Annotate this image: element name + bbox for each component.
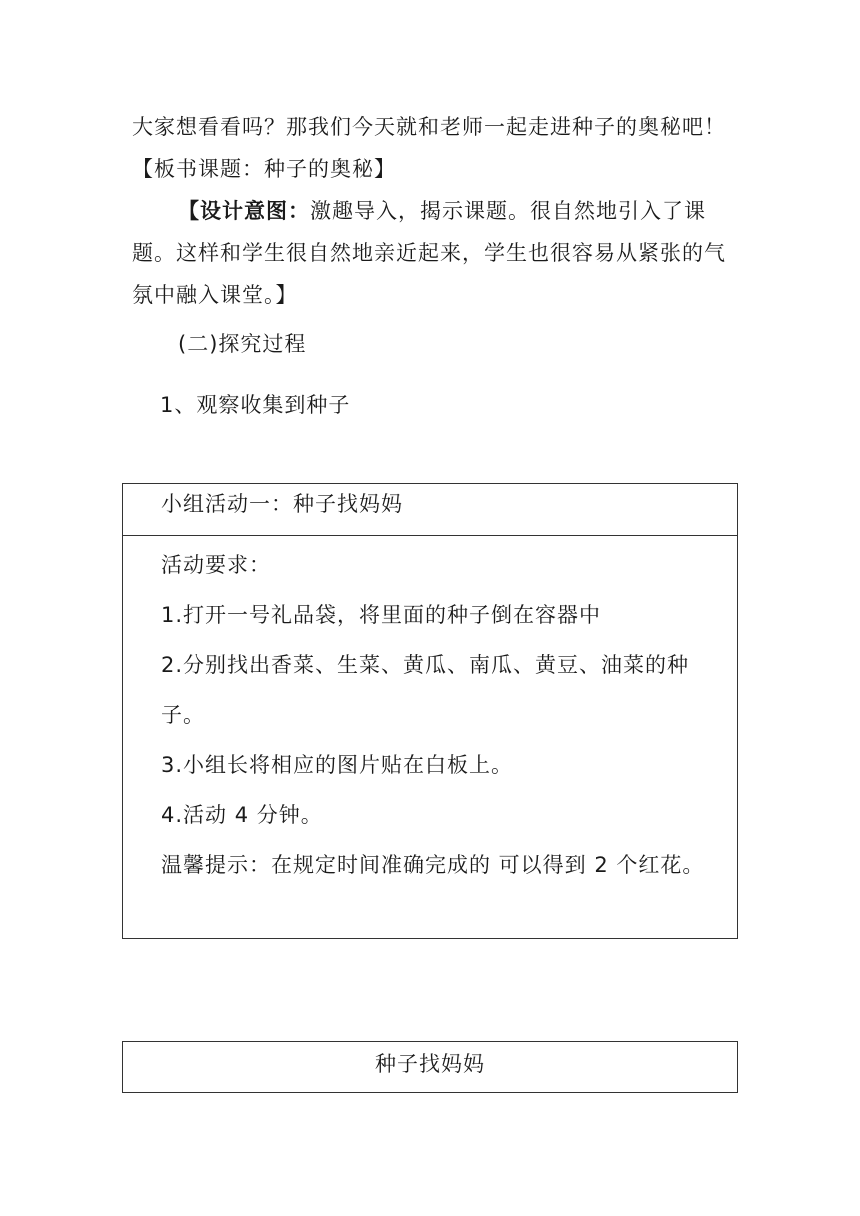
activity-line: 4.活动 4 分钟。	[161, 803, 323, 827]
subsection-heading-observe: 1、观察收集到种子	[160, 393, 351, 417]
activity-table-body	[123, 536, 721, 890]
activity-table	[122, 483, 738, 939]
seed-mother-table-header: 种子找妈妈	[122, 1041, 738, 1093]
activity-line: 1.打开一号礼品袋，将里面的种子倒在容器中	[161, 603, 602, 627]
intro-paragraph: 大家想看看吗？那我们今天就和老师一起走进种子的奥秘吧！【板书课题：种子的奥秘】	[132, 115, 726, 181]
activity-table-header: 小组活动一：种子找妈妈	[123, 484, 737, 536]
design-intent-label: 【设计意图：	[178, 199, 310, 223]
activity-line: 2.分别找出香菜、生菜、黄瓜、南瓜、黄豆、油菜的种子。	[161, 653, 690, 727]
section-heading-inquiry: (二)探究过程	[178, 332, 307, 356]
activity-line: 3.小组长将相应的图片贴在白板上。	[161, 753, 514, 777]
design-intent-text: 激趣导入，揭示课题。很自然地引入了课题。这样和学生很自然地亲近起来，学生也很容易从紧张的气氛中融入课堂。】	[132, 199, 726, 307]
activity-line: 温馨提示：在规定时间准确完成的 可以得到 2 个红花。	[161, 853, 705, 877]
design-intent-paragraph	[132, 190, 732, 316]
activity-line: 活动要求：	[161, 553, 271, 577]
